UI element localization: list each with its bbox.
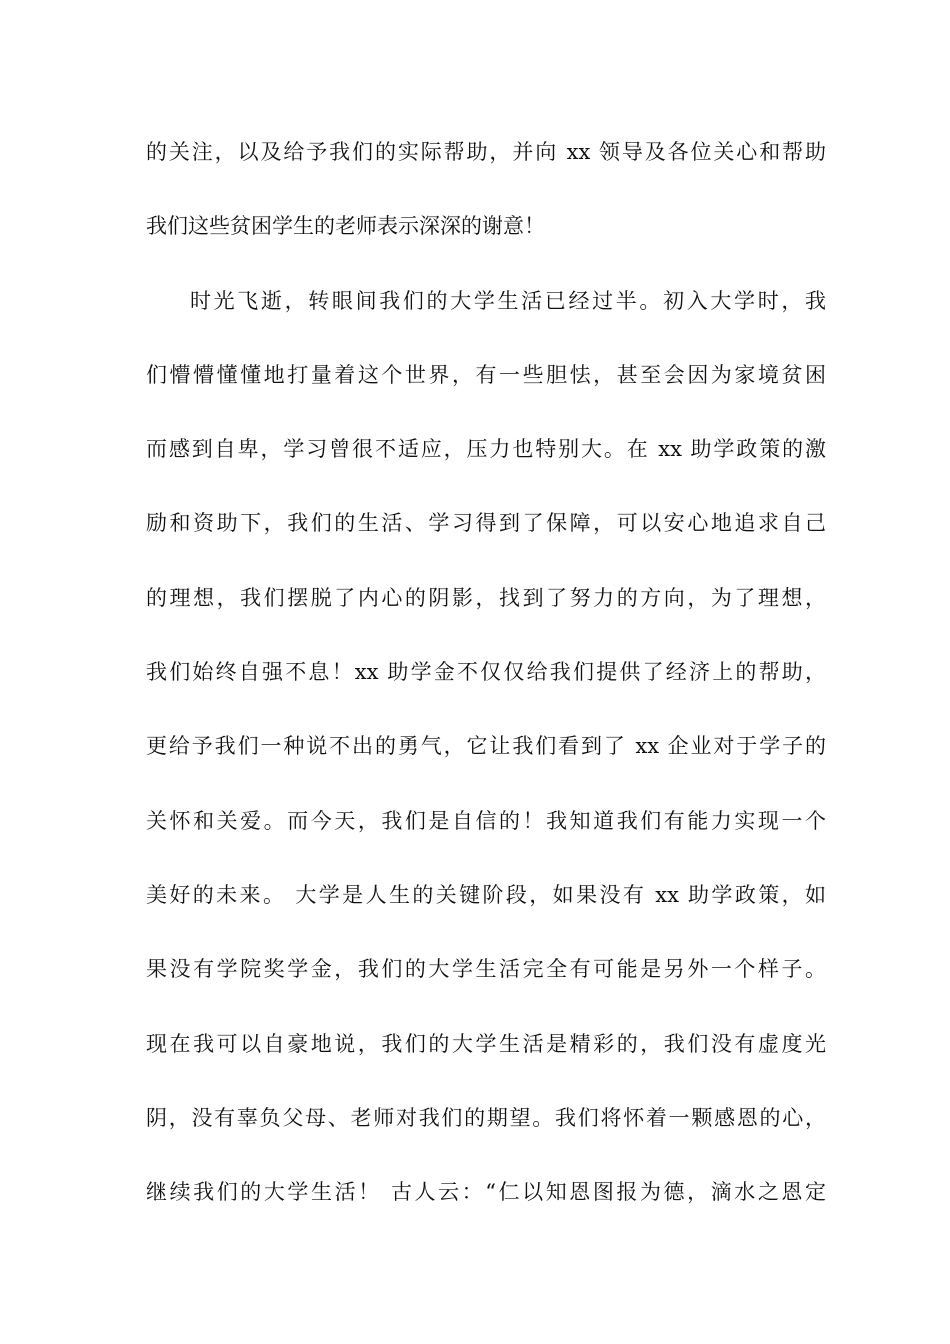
text-line-14: 阴，没有辜负父母、老师对我们的期望。我们将怀着一颗感恩的心， [146,1106,826,1130]
text-line-5: 而感到自卑，学习曾很不适应，压力也特别大。在 xx 助学政策的激 [146,437,826,461]
text-line-6: 励和资助下，我们的生活、学习得到了保障，可以安心地追求自己 [146,511,826,535]
text-line-1: 的关注，以及给予我们的实际帮助，并向 xx 领导及各位关心和帮助 [146,140,826,164]
text-line-13: 现在我可以自豪地说，我们的大学生活是精彩的，我们没有虚度光 [146,1032,826,1056]
text-line-12: 果没有学院奖学金，我们的大学生活完全有可能是另外一个样子。 [146,957,826,981]
text-line-3: 时光飞逝，转眼间我们的大学生活已经过半。初入大学时，我 [190,289,826,313]
text-line-4: 们懵懵懂懂地打量着这个世界，有一些胆怯，甚至会因为家境贫困 [146,363,826,387]
text-line-10: 关怀和关爱。而今天，我们是自信的！我知道我们有能力实现一个 [146,809,826,833]
text-line-15: 继续我们的大学生活！ 古人云：“仁以知恩图报为德，滴水之恩定 [146,1180,826,1204]
text-line-7: 的理想，我们摆脱了内心的阴影，找到了努力的方向，为了理想， [146,586,826,610]
text-line-2: 我们这些贫困学生的老师表示深深的谢意！ [146,214,545,238]
text-line-8: 我们始终自强不息！xx 助学金不仅仅给我们提供了经济上的帮助， [146,660,826,684]
text-line-9: 更给予我们一种说不出的勇气，它让我们看到了 xx 企业对于学子的 [146,734,826,758]
text-line-11: 美好的未来。 大学是人生的关键阶段，如果没有 xx 助学政策，如 [146,883,826,907]
